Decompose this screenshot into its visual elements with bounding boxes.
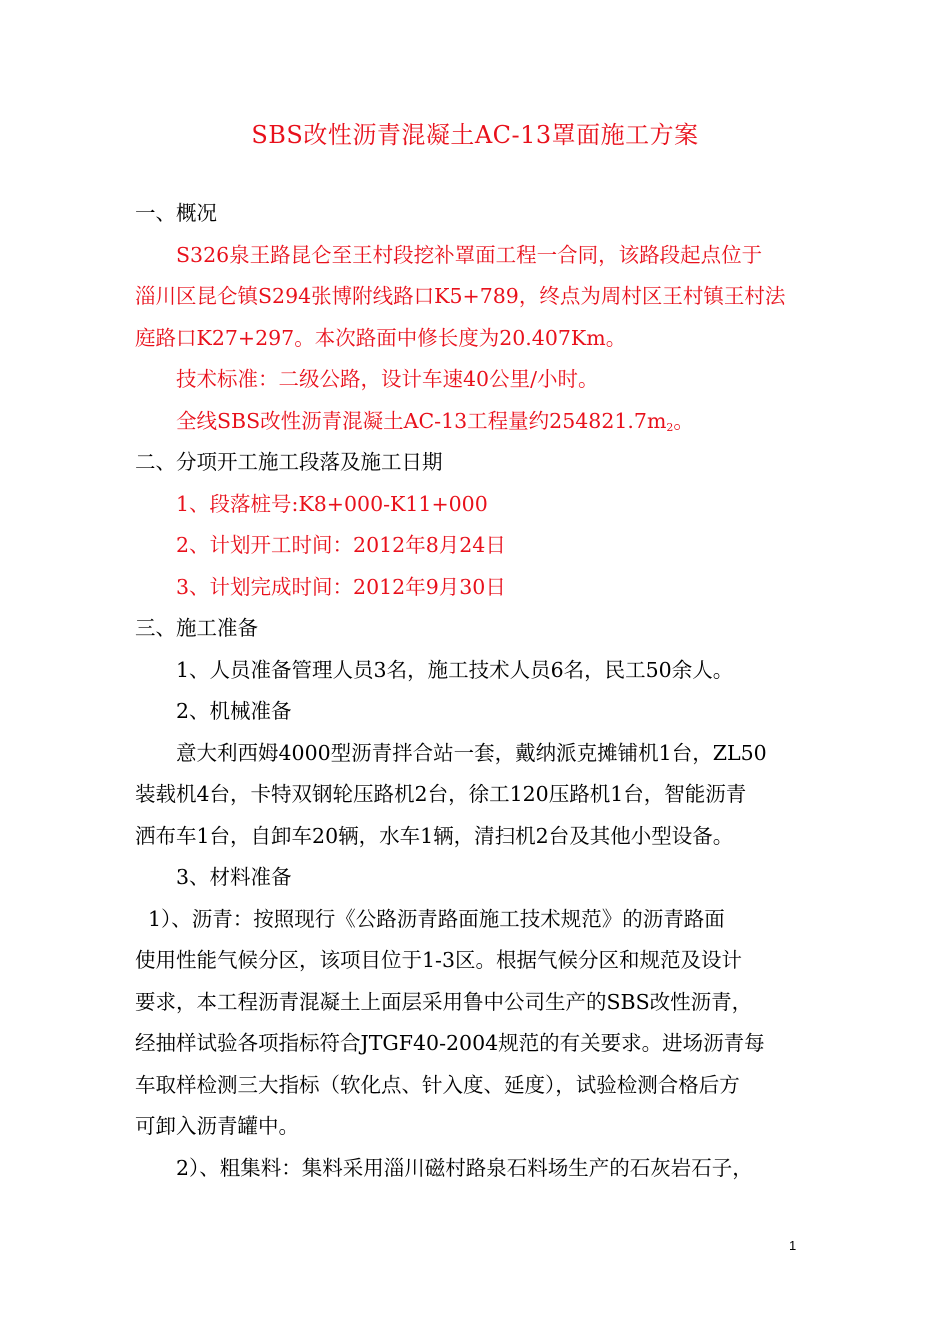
overview-paragraph-line: 庭路口K27+297。本次路面中修长度为20.407Km。 — [135, 325, 627, 350]
machinery-paragraph-line: 洒布车1台，自卸车20辆，水车1辆，清扫机2台及其他小型设备。 — [135, 823, 734, 848]
schedule-item-section: 1、段落桩号:K8+000-K11+000 — [176, 491, 488, 516]
overview-paragraph-line: S326泉王路昆仑至王村段挖补罩面工程一合同，该路段起点位于 — [176, 242, 763, 267]
section-heading-overview: 一、概况 — [135, 201, 217, 225]
machinery-paragraph-line: 意大利西姆4000型沥青拌合站一套，戴纳派克摊铺机1台，ZL50 — [176, 740, 767, 765]
asphalt-paragraph-line: 1）、沥青：按照现行《公路沥青路面施工技术规范》的沥青路面 — [148, 906, 725, 931]
prep-item-personnel: 1、人员准备管理人员3名，施工技术人员6名，民工50余人。 — [176, 657, 734, 682]
page-number: 1 — [789, 1238, 797, 1253]
quantity-unit-subscript: 2 — [666, 420, 674, 434]
section-heading-preparation: 三、施工准备 — [135, 616, 258, 640]
quantity-text: 全线SBS改性沥青混凝土AC-13工程量约254821.7m — [176, 408, 667, 433]
asphalt-paragraph-line: 使用性能气候分区，该项目位于1-3区。根据气候分区和规范及设计 — [135, 948, 743, 972]
schedule-item-start: 2、计划开工时间：2012年8月24日 — [176, 533, 506, 557]
section-heading-schedule: 二、分项开工施工段落及施工日期 — [135, 450, 443, 474]
machinery-paragraph-line: 装载机4台，卡特双钢轮压路机2台，徐工120压路机1台，智能沥青 — [135, 782, 747, 806]
technical-standard: 技术标准：二级公路，设计车速40公里/小时。 — [176, 367, 599, 391]
asphalt-paragraph-line: 可卸入沥青罐中。 — [135, 1114, 299, 1138]
asphalt-paragraph-line: 车取样检测三大指标（软化点、针入度、延度），试验检测合格后方 — [135, 1072, 740, 1097]
document-body — [135, 193, 825, 1189]
asphalt-paragraph-line: 经抽样试验各项指标符合JTGF40-2004规范的有关要求。进场沥青每 — [135, 1031, 765, 1055]
schedule-item-finish: 3、计划完成时间：2012年9月30日 — [176, 574, 506, 599]
quantity-line — [135, 401, 825, 443]
aggregate-paragraph-line: 2）、粗集料：集料采用淄川磁村路泉石料场生产的石灰岩石子， — [176, 1155, 753, 1180]
prep-item-machinery: 2、机械准备 — [176, 699, 292, 723]
prep-item-materials: 3、材料准备 — [176, 865, 292, 889]
document-title: SBS改性沥青混凝土AC-13罩面施工方案 — [251, 121, 699, 149]
asphalt-paragraph-line: 要求，本工程沥青混凝土上面层采用鲁中公司生产的SBS改性沥青， — [135, 989, 753, 1014]
overview-paragraph-line: 淄川区昆仑镇S294张博附线路口K5+789，终点为周村区王村镇王村法 — [135, 284, 786, 308]
quantity-end: 。 — [673, 408, 694, 433]
